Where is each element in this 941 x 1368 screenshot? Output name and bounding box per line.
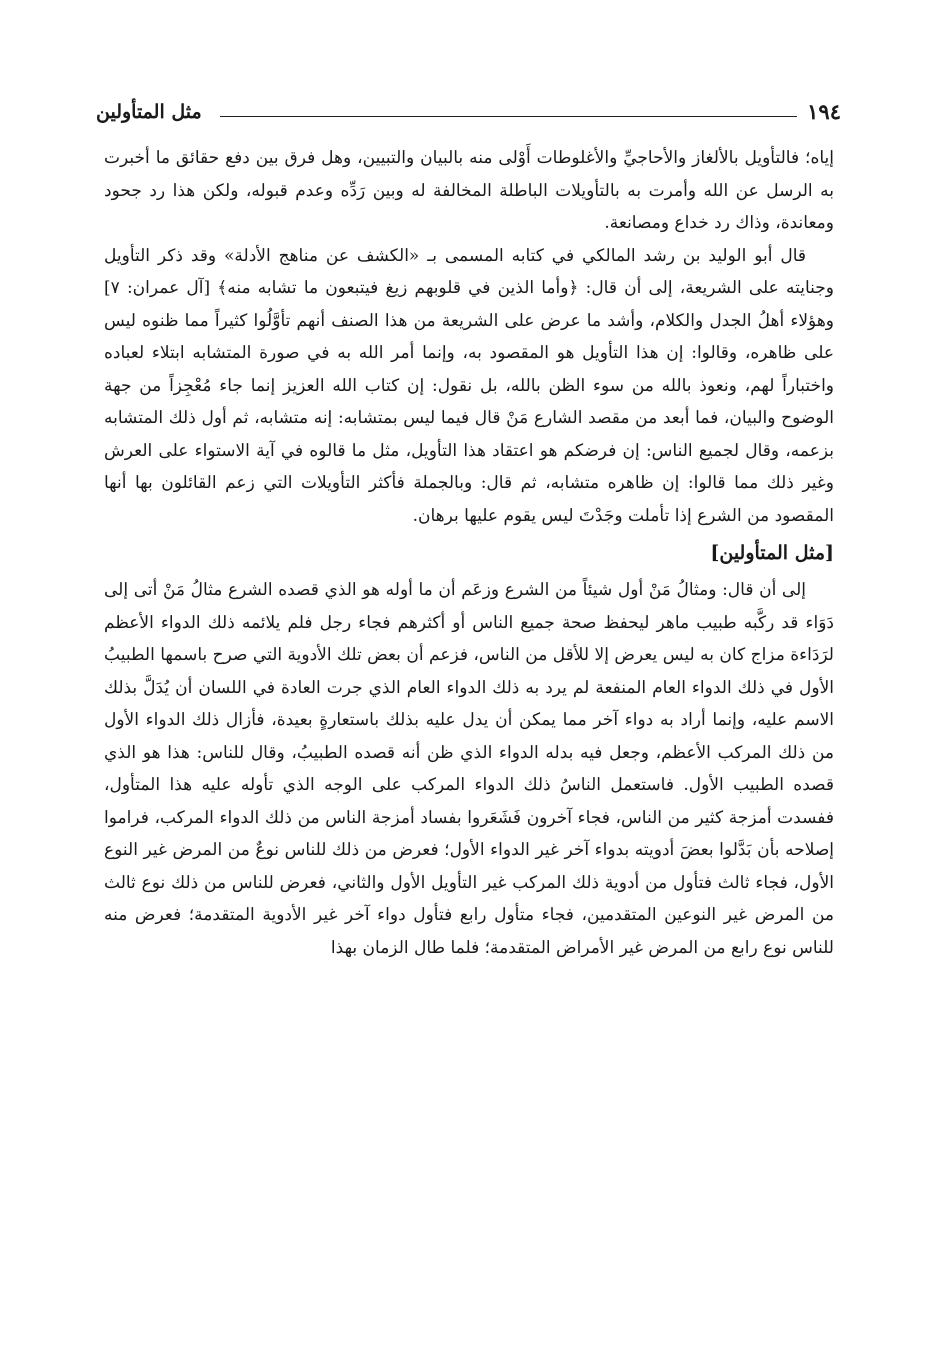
running-title: مثل المتأولين: [96, 101, 202, 123]
paragraph-1: إياه؛ فالتأويل بالألغاز والأحاجيِّ والأغلوطات أَوْلى منه بالبيان والتبيين، وهل فرق بين دفع حقائق ما أخبرت به الرسل عن الله وأمرت به بالتأويلات الباطلة المخالفة له وبين رَدِّه وعدم قبوله، ولكن هذا رد جحود ومعاندة، وذاك رد خداع ومصانعة.: [104, 148, 834, 233]
page-number: ١٩٤: [807, 99, 841, 124]
running-header: [96, 86, 841, 122]
paragraph-2: قال أبو الوليد بن رشد المالكي في كتابه المسمى بـ «الكشف عن مناهج الأدلة» وقد ذكر التأويل وجنايته على الشريعة، إلى أن قال: ﴿وأما الذين في قلوبهم زيغ فيتبعون ما تشابه منه﴾ [آل عمران: ٧] وهؤلاء أهلُ الجدل والكلام، وأشد ما عرض على الشريعة من هذا الصنف أنهم تأوَّلُوا كثيراً مما ظنوه ليس على ظاهره، وقالوا: إن هذا التأويل هو المقصود به، وإنما أمر الله به في صورة المتشابه ابتلاء لعباده واختباراً لهم، ونعوذ بالله من سوء الظن بالله، بل نقول: إن كتاب الله العزيز إنما جاء مُعْجِزاً من جهة الوضوح والبيان، فما أبعد من مقصد الشارع مَنْ قال فيما ليس بمتشابه: إنه متشابه، ثم أول ذلك المتشابه بزعمه، وقال لجميع الناس: إن فرضكم هو اعتقاد هذا التأويل، مثل ما قالوه في آية الاستواء على العرش وغير ذلك مما قالوا: إن ظاهره متشابه، ثم قال: وبالجملة فأكثر التأويلات التي زعم القائلون بها أنها المقصود من الشرع إذا تأملت وجَدْتَ ليس يقوم عليها برهان.: [104, 245, 834, 526]
section-heading: [مثل المتأولين]: [710, 542, 834, 564]
body-text: [104, 142, 834, 964]
header-rule: [220, 116, 798, 117]
section-paragraph: إلى أن قال: ومثالُ مَنْ أول شيئاً من الشرع وزعَم أن ما أوله هو الذي قصده الشرع مثالُ مَنْ أتى إلى دَوَاء قد ركَّبه طبيب ماهر ليحفظ صحة جميع الناس أو أكثرهم فجاء رجل فلم يلائمه ذلك الدواء الأعظم لرَدَاءة مزاج كان به ليس يعرض إلا للأقل من الناس، فزعم أن بعض تلك الأدوية التي صرح باسمها الطبيبُ الأول في ذلك الدواء العام المنفعة لم يرد به ذلك الدواء العام الذي جرت العادة في اللسان أن يُدَلَّ بذلك الاسم عليه، وإنما أراد به دواء آخر مما يمكن أن يدل عليه بذلك باستعارةٍ بعيدة، فأزال ذلك الدواء الأول من ذلك المركب الأعظم، وجعل فيه بدله الدواء الذي ظن أنه قصده الطبيبُ، وقال للناس: هذا هو الذي قصده الطبيب الأول. فاستعمل الناسُ ذلك الدواء المركب على الوجه الذي تأوله عليه هذا المتأول، ففسدت أمزجة كثير من الناس، فجاء آخرون فَشَعَروا بفساد أمزجة الناس من ذلك الدواء المركب، فراموا إصلاحه بأن بَدَّلوا بعضَ أدويته بدواء آخر غير الدواء الأول؛ فعرض من ذلك للناس نوعٌ من المرض غير النوع الأول، فجاء ثالث فتأول من أدوية ذلك المركب غير التأويل الأول والثاني، فعرض للناس من ذلك نوع ثالث من المرض غير النوعين المتقدمين، فجاء متأول رابع فتأول دواء آخر غير الأدوية المتقدمة؛ فعرض منه للناس نوع رابع من المرض غير الأمراض المتقدمة؛ فلما طال الزمان بهذا: [104, 580, 834, 958]
